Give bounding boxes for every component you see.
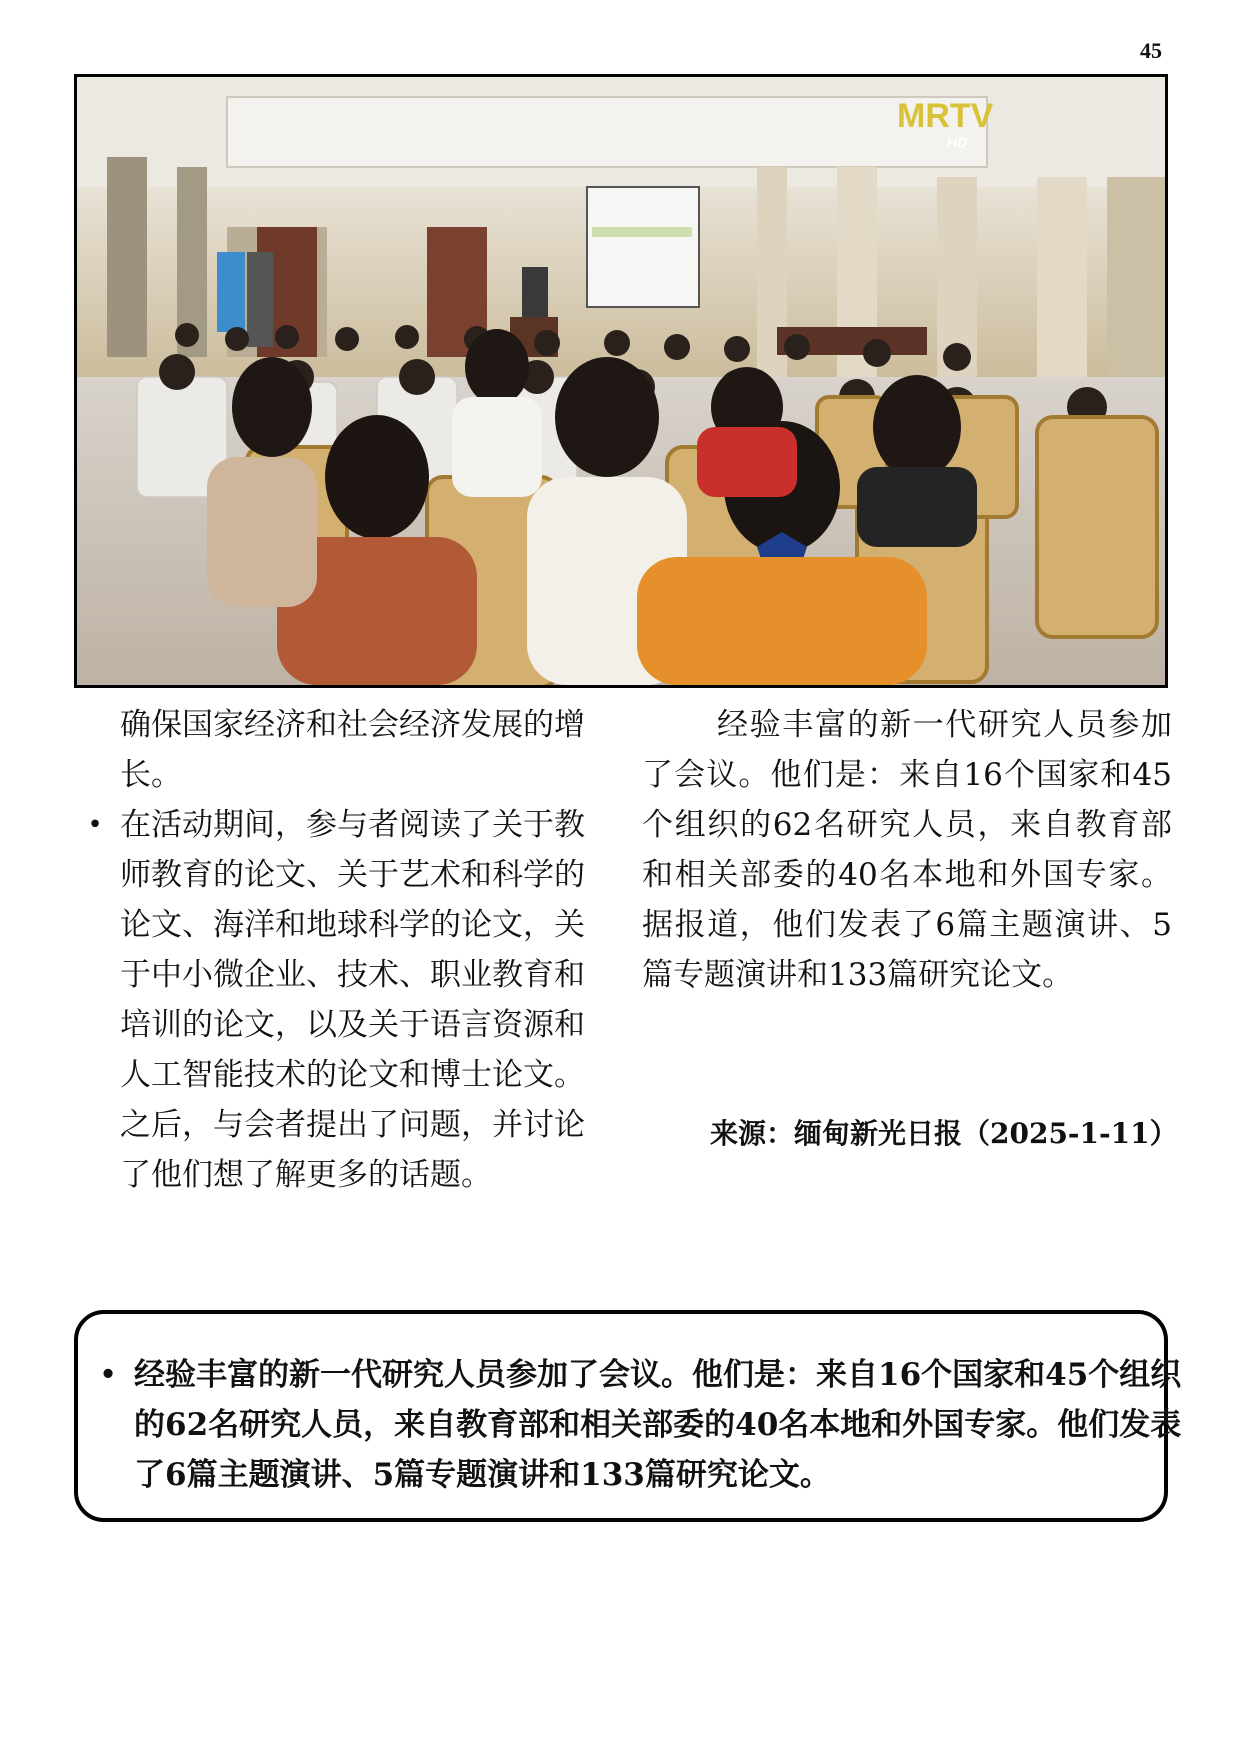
left-column [80,700,610,1200]
right-paragraph: 经验丰富的新一代研究人员参加了会议。他们是：来自16个国家和45个组织的62名研究人员，来自教育部和相关部委的40名本地和外国专家。据报道，他们发表了6篇主题演讲、5篇专题演讲和133篇研究论文。 [642,707,1172,993]
bullet-icon: • [87,810,103,840]
conference-photo-illustration [77,77,1165,685]
left-bullet-paragraph [80,800,610,1200]
right-column [642,700,1172,1000]
left-continuation-text: 确保国家经济和社会经济发展的增长。 [120,707,585,793]
summary-bullet [90,1350,1184,1500]
summary-box [74,1310,1182,1522]
page-number: 45 [1140,38,1162,63]
bullet-icon: • [99,1360,117,1390]
watermark-hd: HD [947,134,968,150]
watermark-logo: MRTV [897,97,994,135]
summary-text: 经验丰富的新一代研究人员参加了会议。他们是：来自16个国家和45个组织的62名研究人员，来自教育部和相关部委的40名本地和外国专家。他们发表了6篇主题演讲、5篇专题演讲和133篇研究论文。 [134,1357,1182,1493]
left-bullet-text: 在活动期间，参与者阅读了关于教师教育的论文、关于艺术和科学的论文、海洋和地球科学的论文，关于中小微企业、技术、职业教育和培训的论文，以及关于语言资源和人工智能技术的论文和博士论文。之后，与会者提出了问题，并讨论了他们想了解更多的话题。 [120,807,585,1193]
source-citation: 来源：缅甸新光日报（2025-1-11） [710,1117,1178,1150]
conference-photo [74,74,1168,688]
